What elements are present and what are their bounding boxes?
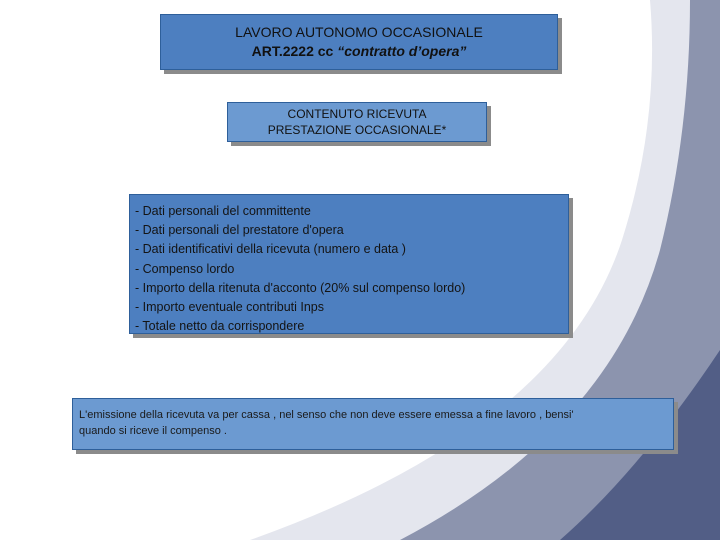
note-box (72, 398, 674, 450)
note-line-2: quando si riceve il compenso . (79, 424, 227, 437)
list-item: - Compenso lordo (135, 261, 235, 276)
list-item: - Totale netto da corrispondere (135, 319, 305, 334)
contents-list-box (129, 194, 569, 334)
list-item: - Importo della ritenuta d'acconto (20% sul compenso lordo) (135, 280, 466, 295)
title-line-1: LAVORO AUTONOMO OCCASIONALE (235, 24, 483, 40)
title-box (160, 14, 558, 70)
title-contract-type: “contratto d’opera” (337, 43, 467, 59)
note-line-1: L'emissione della ricevuta va per cassa , nel senso che non deve essere emessa a fine lavoro , bensi' (79, 409, 574, 421)
list-item: - Dati personali del prestatore d'opera (135, 223, 344, 238)
title-article: ART.2222 cc (251, 43, 338, 59)
list-item: - Importo eventuale contributi Inps (135, 300, 324, 315)
title-line-2 (252, 42, 467, 61)
subtitle-line-2: PRESTAZIONE OCCASIONALE* (267, 123, 447, 137)
list-item: - Dati identificativi della ricevuta (numero e data ) (135, 242, 406, 257)
subtitle-line-1: CONTENUTO RICEVUTA (287, 107, 427, 121)
subtitle-box (227, 102, 487, 142)
contents-list (135, 202, 568, 336)
list-item: - Dati personali del committente (135, 204, 311, 218)
